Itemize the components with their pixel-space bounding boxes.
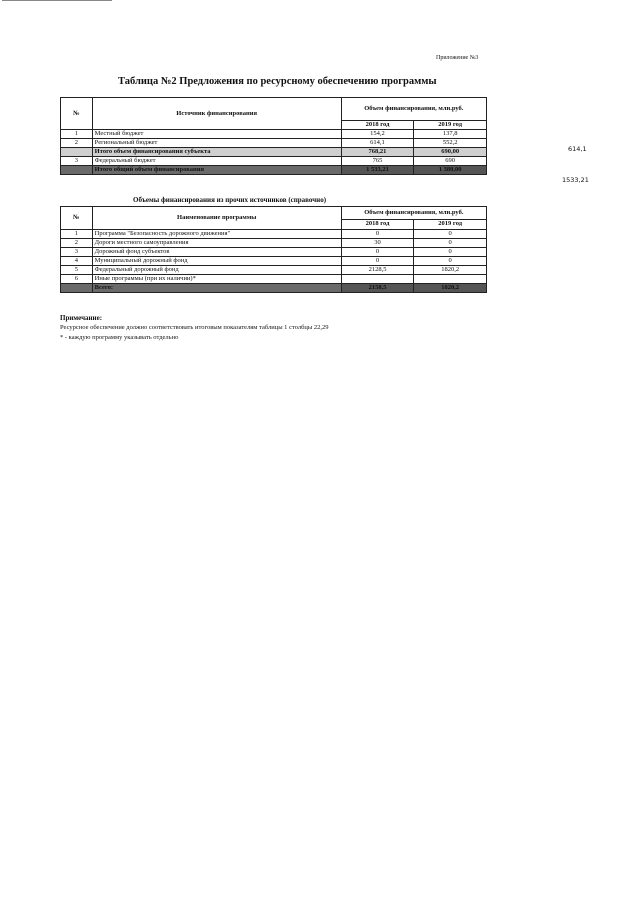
table-row: [61, 239, 487, 248]
note-heading: Примечание:: [60, 314, 103, 322]
row-num: 2: [61, 239, 93, 248]
row-value-2018: 614,1: [341, 139, 414, 148]
row-name: Местный бюджет: [92, 130, 341, 139]
side-value-regional: 614,1: [568, 145, 587, 153]
row-name: Итого общий объем финансирования: [92, 166, 341, 175]
row-name: Дорожный фонд субъектов: [92, 248, 341, 257]
col-num-header: №: [61, 98, 93, 130]
row-num: 2: [61, 139, 93, 148]
note-line: * - каждую программу указывать отдельно: [60, 334, 179, 341]
row-name: Федеральный дорожный фонд: [92, 266, 341, 275]
row-name: Всего:: [92, 284, 341, 293]
row-value-2019: 0: [414, 239, 487, 248]
row-value-2019: 1820,2: [414, 284, 487, 293]
top-rule: [2, 0, 112, 1]
row-value-2018: 1 533,21: [341, 166, 414, 175]
subtotal-row: [61, 148, 487, 157]
row-value-2018: 0: [341, 230, 414, 239]
row-value-2018: 765: [341, 157, 414, 166]
year-2019-header: 2019 год: [414, 219, 487, 229]
table-row: [61, 275, 487, 284]
row-value-2018: 2158,5: [341, 284, 414, 293]
table-row: [61, 157, 487, 166]
row-value-2019: 1820,2: [414, 266, 487, 275]
row-value-2019: 0: [414, 230, 487, 239]
row-num: 1: [61, 230, 93, 239]
table-header-row: [61, 207, 487, 220]
row-name: Иные программы (при их наличии)*: [92, 275, 341, 284]
table-header-row: [61, 98, 487, 121]
row-num: 4: [61, 257, 93, 266]
row-value-2018: [341, 275, 414, 284]
note-line: Ресурсное обеспечение должно соответствовать итоговым показателям таблицы 1 столбцы 22,29: [60, 324, 329, 331]
total-row: [61, 166, 487, 175]
row-num: 3: [61, 157, 93, 166]
table-row: [61, 130, 487, 139]
row-num: [61, 148, 93, 157]
other-sources-table: [60, 206, 487, 293]
row-num: [61, 284, 93, 293]
row-value-2018: 0: [341, 257, 414, 266]
row-name: Муниципальный дорожный фонд: [92, 257, 341, 266]
row-value-2018: 154,2: [341, 130, 414, 139]
col-volume-header: Объем финансирования, млн.руб.: [341, 98, 486, 121]
table-row: [61, 230, 487, 239]
col-source-header: Источник финансирования: [92, 98, 341, 130]
row-num: 1: [61, 130, 93, 139]
table-row: [61, 139, 487, 148]
row-value-2019: 0: [414, 248, 487, 257]
row-num: 5: [61, 266, 93, 275]
side-value-total: 1533,21: [562, 176, 589, 184]
table-row: [61, 266, 487, 275]
row-value-2019: 690,00: [414, 148, 487, 157]
row-name: Региональный бюджет: [92, 139, 341, 148]
row-name: Итого объем финансирования субъекта: [92, 148, 341, 157]
row-value-2018: 0: [341, 248, 414, 257]
table-row: [61, 257, 487, 266]
row-num: [61, 166, 93, 175]
row-value-2019: 137,8: [414, 130, 487, 139]
row-name: Программа "Безопасность дорожного движения": [92, 230, 341, 239]
row-value-2019: [414, 275, 487, 284]
row-value-2019: 1 380,00: [414, 166, 487, 175]
row-value-2018: 30: [341, 239, 414, 248]
row-num: 3: [61, 248, 93, 257]
col-program-header: Наименование программы: [92, 207, 341, 230]
row-value-2018: 768,21: [341, 148, 414, 157]
table2-caption: Объемы финансирования из прочих источников (справочно): [133, 196, 327, 204]
row-value-2018: 2128,5: [341, 266, 414, 275]
year-2018-header: 2018 год: [341, 121, 414, 130]
row-num: 6: [61, 275, 93, 284]
row-value-2019: 552,2: [414, 139, 487, 148]
total-row: [61, 284, 487, 293]
row-name: Федеральный бюджет: [92, 157, 341, 166]
appendix-label: Приложение №3: [436, 55, 479, 61]
page-title: Таблица №2 Предложения по ресурсному обеспечению программы: [118, 76, 437, 87]
row-name: Дороги местного самоуправления: [92, 239, 341, 248]
table-row: [61, 248, 487, 257]
year-2018-header: 2018 год: [341, 219, 414, 229]
row-value-2019: 690: [414, 157, 487, 166]
year-2019-header: 2019 год: [414, 121, 487, 130]
col-num-header: №: [61, 207, 93, 230]
row-value-2019: 0: [414, 257, 487, 266]
col-volume-header: Объем финансирования, млн.руб.: [341, 207, 486, 220]
funding-table: [60, 97, 487, 175]
